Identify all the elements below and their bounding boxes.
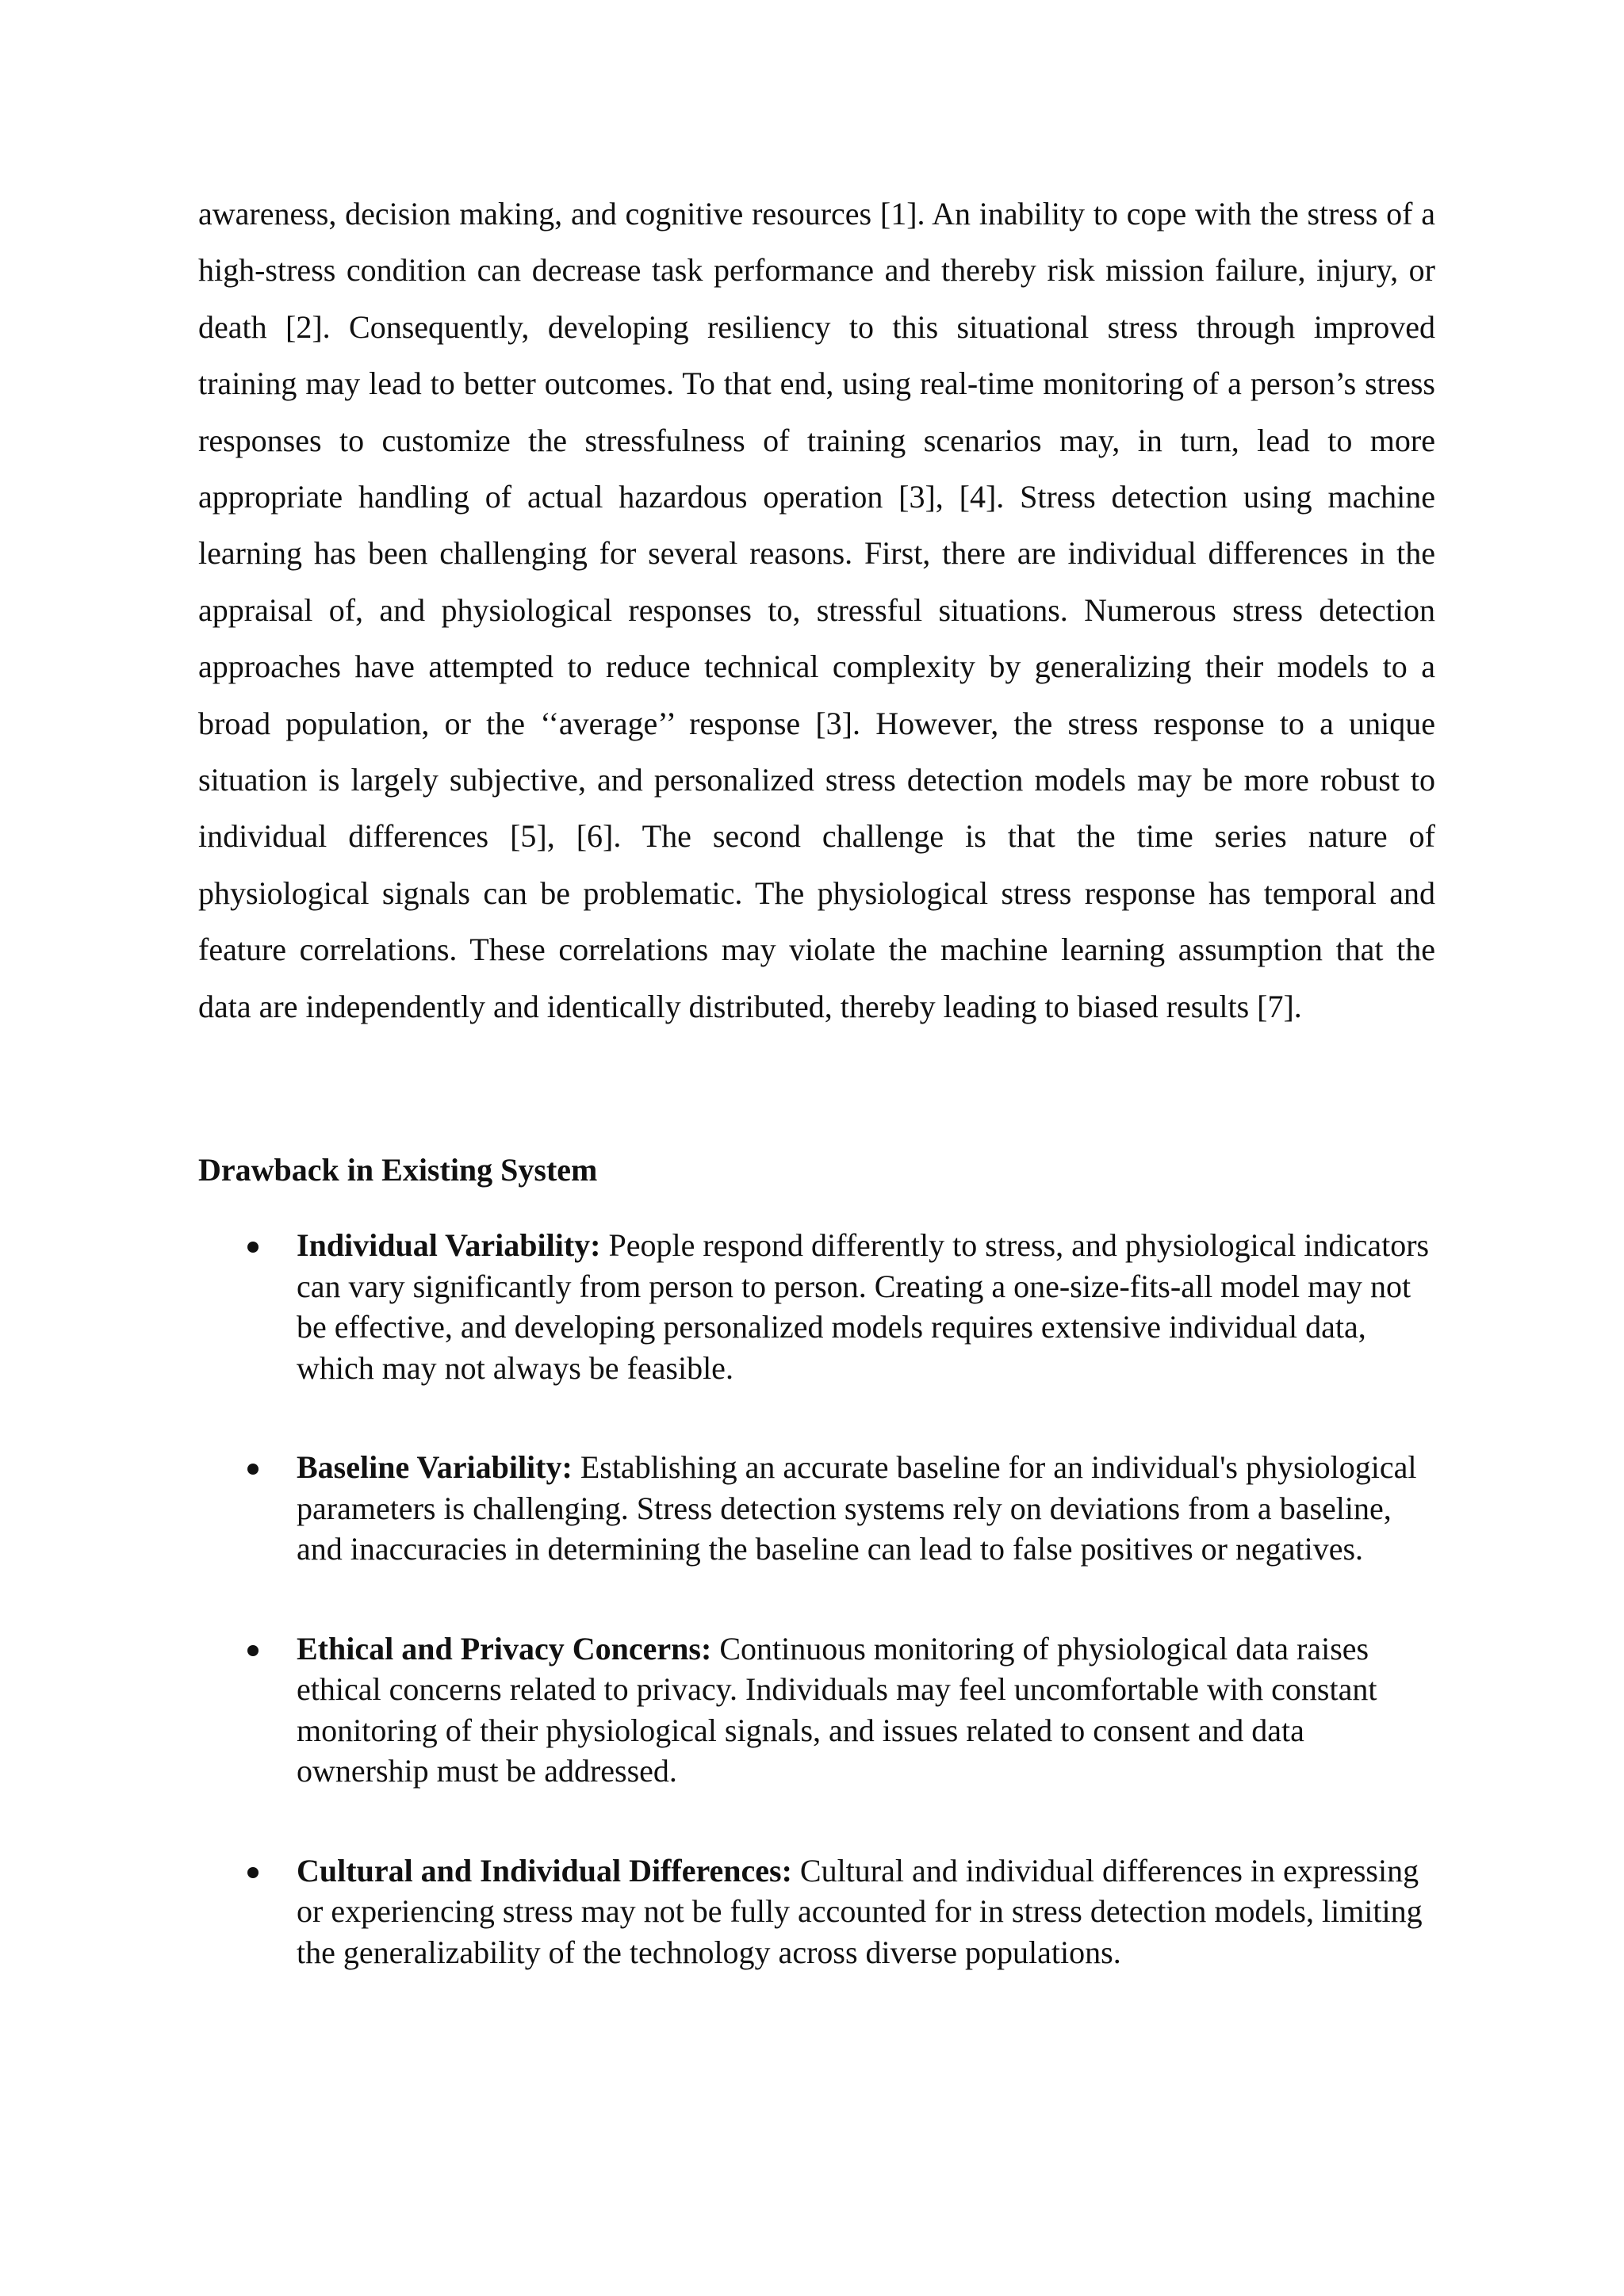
bullet-text: Continuous monitoring of physiological data raises ethical concerns related to privacy. Individuals may feel uncomfortable with constant monitoring of their physiological signals, and issues related to consent and data ownership must be addressed. [297, 1630, 1377, 1789]
list-item [198, 1447, 1435, 1570]
bullet-term: Cultural and Individual Differences: [297, 1852, 792, 1888]
section-heading: Drawback in Existing System [198, 1152, 598, 1188]
bullet-term: Ethical and Privacy Concerns: [297, 1630, 712, 1667]
list-item [198, 1850, 1435, 1973]
bullet-icon [247, 1464, 259, 1475]
bullet-term: Baseline Variability: [297, 1449, 573, 1485]
list-item [198, 1628, 1435, 1792]
list-item [198, 1225, 1435, 1388]
intro-paragraph: awareness, decision making, and cognitive resources [1]. An inability to cope with the stress of a high-stress condition can decrease task performance and thereby risk mission failure, injury, or death [2]. Consequently, developing resiliency to this situational stress through improved training may lead to better outcomes. To that end, using real-time monitoring of a person’s stress responses to customize the stressfulness of training scenarios may, in turn, lead to more appropriate handling of actual hazardous operation [3], [4]. Stress detection using machine learning has been challenging for several reasons. First, there are individual differences in the appraisal of, and physiological responses to, stressful situations. Numerous stress detection approaches have attempted to reduce technical complexity by generalizing their models to a broad population, or the ‘‘average’’ response [3]. However, the stress response to a unique situation is largely subjective, and personalized stress detection models may be more robust to individual differences [5], [6]. The second challenge is that the time series nature of physiological signals can be problematic. The physiological stress response has temporal and feature correlations. These correlations may violate the machine learning assumption that the data are independently and identically distributed, thereby leading to biased results [7]. [198, 196, 1435, 1024]
bullet-text: People respond differently to stress, and physiological indicators can vary significantly from person to person. Creating a one-size-fits-all model may not be effective, and developing personalized models requires extensive individual data, which may not always be feasible. [297, 1227, 1430, 1386]
bullet-icon [247, 1867, 259, 1878]
bullet-text: Establishing an accurate baseline for an individual's physiological parameters is challenging. Stress detection systems rely on deviations from a baseline, and inaccuracies in determining the baseline can lead to false positives or negatives. [297, 1449, 1417, 1567]
bullet-icon [247, 1242, 259, 1253]
bullet-icon [247, 1645, 259, 1656]
bullet-text: Cultural and individual differences in expressing or experiencing stress may not be fully accounted for in stress detection models, limiting the generalizability of the technology across diverse populations. [297, 1852, 1423, 1970]
drawback-list [198, 1225, 1435, 2031]
bullet-term: Individual Variability: [297, 1227, 601, 1263]
